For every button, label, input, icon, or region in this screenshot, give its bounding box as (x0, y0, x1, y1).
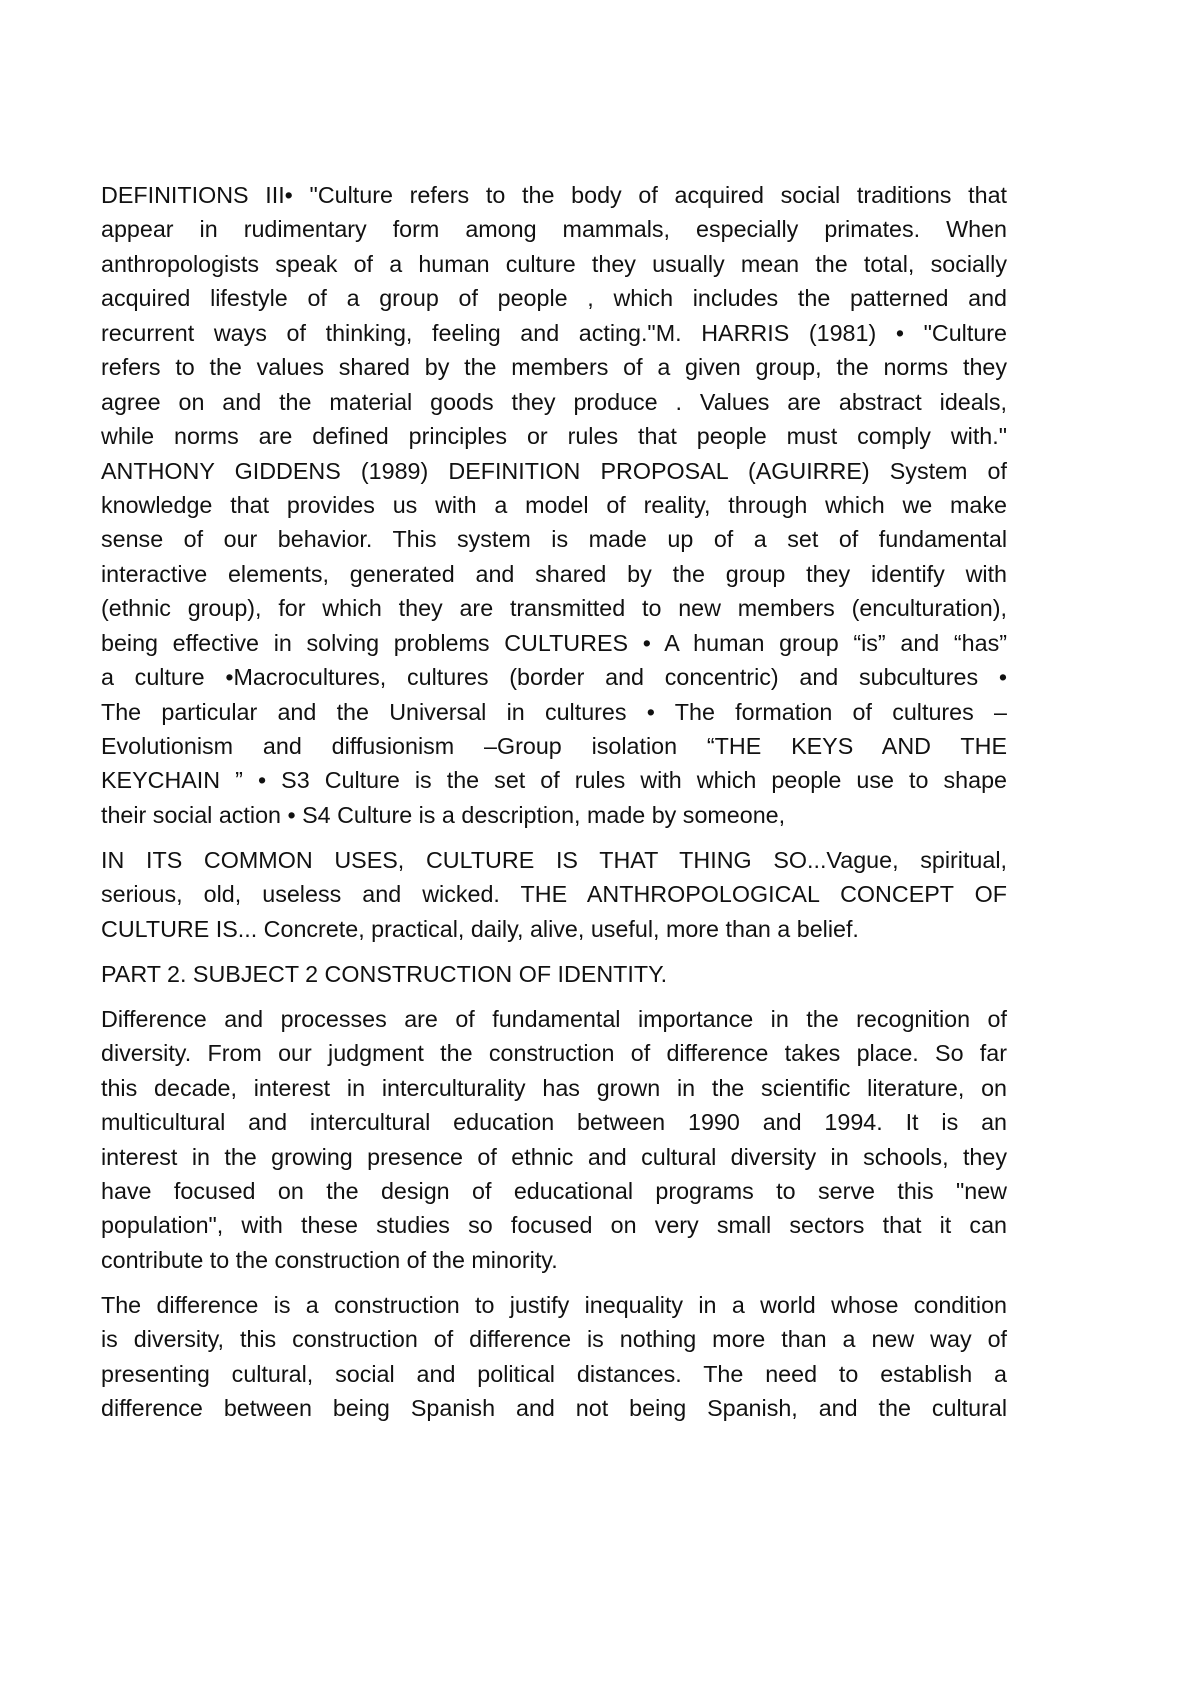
text-line: contribute to the construction of the minority. (101, 1246, 558, 1273)
text-line: anthropologists speak of a human culture they usually mean the total, socially (101, 250, 1007, 277)
text-line: PART 2. SUBJECT 2 CONSTRUCTION OF IDENTITY. (101, 960, 668, 987)
text-line: this decade, interest in interculturality has grown in the scientific literature, on (101, 1074, 1007, 1101)
text-line: multicultural and intercultural education between 1990 and 1994. It is an (101, 1109, 1007, 1136)
text-line: their social action • S4 Culture is a description, made by someone, (101, 801, 786, 828)
text-line: have focused on the design of educational programs to serve this "new (101, 1178, 1007, 1205)
text-line: sense of our behavior. This system is made up of a set of fundamental (101, 526, 1007, 553)
text-line: serious, old, useless and wicked. THE ANTHROPOLOGICAL CONCEPT OF (101, 881, 1007, 908)
text-line: Difference and processes are of fundamental importance in the recognition of (101, 1005, 1007, 1032)
paragraph (101, 1288, 1007, 1426)
paragraph (101, 1002, 1007, 1278)
text-line: acquired lifestyle of a group of people , which includes the patterned and (101, 285, 1007, 312)
text-line: knowledge that provides us with a model of reality, through which we make (101, 491, 1007, 518)
text-line: difference between being Spanish and not being Spanish, and the cultural (101, 1395, 1007, 1422)
text-line: a culture •Macrocultures, cultures (border and concentric) and subcultures • (101, 664, 1007, 691)
text-line: IN ITS COMMON USES, CULTURE IS THAT THING SO...Vague, spiritual, (101, 846, 1007, 873)
text-line: CULTURE IS... Concrete, practical, daily, alive, useful, more than a belief. (101, 915, 859, 942)
text-line: The particular and the Universal in cultures • The formation of cultures – (101, 698, 1007, 725)
text-line: being effective in solving problems CULTURES • A human group “is” and “has” (101, 629, 1007, 656)
text-line: Evolutionism and diffusionism –Group isolation “THE KEYS AND THE (101, 733, 1007, 759)
text-line: KEYCHAIN ” • S3 Culture is the set of rules with which people use to shape (101, 767, 1007, 794)
text-line: presenting cultural, social and political distances. The need to establish a (101, 1360, 1007, 1387)
text-line: interactive elements, generated and shared by the group they identify with (101, 560, 1007, 587)
text-line: diversity. From our judgment the construction of difference takes place. So far (101, 1040, 1007, 1067)
text-line: The difference is a construction to justify inequality in a world whose condition (101, 1291, 1007, 1318)
text-line: appear in rudimentary form among mammals, especially primates. When (101, 216, 1007, 243)
text-line: refers to the values shared by the members of a given group, the norms they (101, 354, 1007, 381)
text-line: ANTHONY GIDDENS (1989) DEFINITION PROPOSAL (AGUIRRE) System of (101, 457, 1007, 484)
text-line: population", with these studies so focused on very small sectors that it can (101, 1212, 1007, 1239)
text-line: interest in the growing presence of ethnic and cultural diversity in schools, they (101, 1143, 1007, 1170)
document-page (101, 178, 1007, 1436)
paragraph (101, 843, 1007, 946)
text-line: recurrent ways of thinking, feeling and acting."M. HARRIS (1981) • "Culture (101, 319, 1007, 346)
text-line: agree on and the material goods they produce . Values are abstract ideals, (101, 388, 1007, 415)
paragraph (101, 957, 1007, 991)
paragraph (101, 178, 1007, 832)
text-line: is diversity, this construction of difference is nothing more than a new way of (101, 1326, 1007, 1353)
text-line: while norms are defined principles or rules that people must comply with." (101, 423, 1007, 450)
text-line: (ethnic group), for which they are transmitted to new members (enculturation), (101, 595, 1007, 622)
text-line: DEFINITIONS III• "Culture refers to the body of acquired social traditions that (101, 182, 1007, 208)
